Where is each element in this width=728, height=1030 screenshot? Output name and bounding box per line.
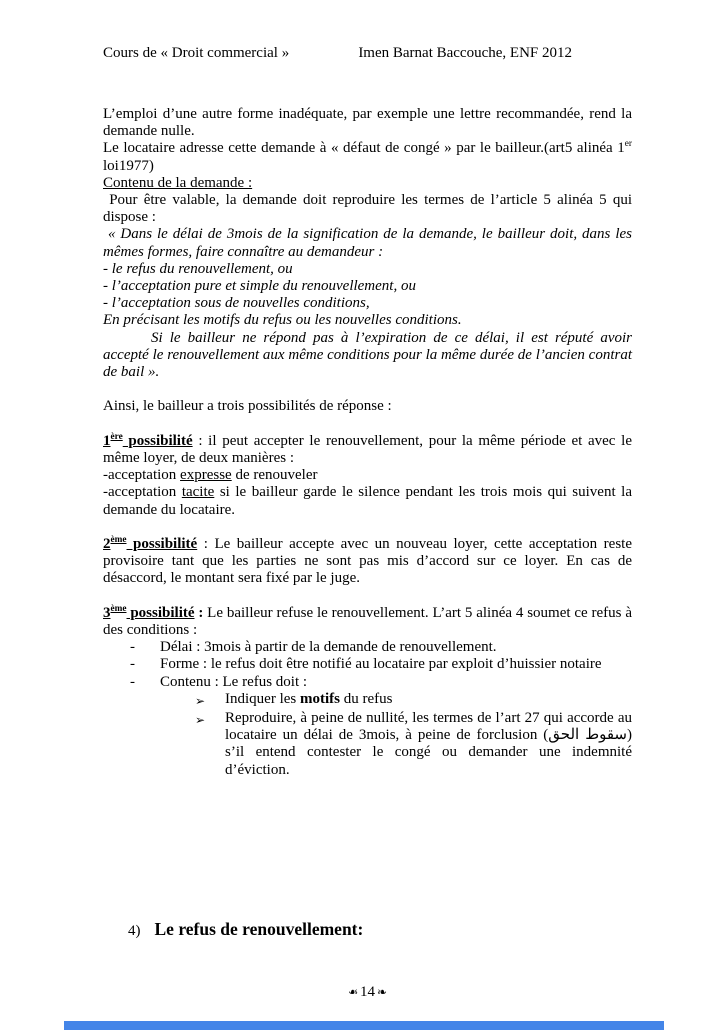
text-run: 3 xyxy=(103,604,111,621)
section-heading xyxy=(103,919,632,940)
text-run: 2 xyxy=(103,536,111,553)
text-run: expresse xyxy=(180,467,232,484)
paragraph xyxy=(103,519,632,536)
paragraph xyxy=(103,431,636,467)
paragraph xyxy=(103,106,636,140)
text-run: L’emploi d’une autre forme inadéquate, par exemple une lettre recommandée, rend la demande nulle. xyxy=(103,106,636,140)
dash-bullet: - xyxy=(130,673,135,690)
text-run: ème xyxy=(110,603,127,614)
text-run: « Dans le délai de 3mois de la signification de la demande, le bailleur doit, dans les mêmes formes, faire connaître au demandeur : xyxy=(103,226,636,260)
text-run: Reproduire, à peine de nullité, les termes de l’art 27 qui accorde au locataire un délai de 3mois, à peine de forclusion (سقوط الحق) s’il entend contester le congé ou demander une indemnité d’éviction. xyxy=(225,710,636,778)
page-header xyxy=(103,45,632,62)
dash-bullet: - xyxy=(130,656,135,673)
paragraph xyxy=(103,535,636,588)
text-run: si le bailleur garde le silence pendant les trois mois qui suivent la demande du locataire. xyxy=(103,484,636,518)
text-run: tacite xyxy=(181,484,215,501)
text-run: -acceptation xyxy=(103,467,181,484)
paragraph xyxy=(103,175,632,192)
paragraph xyxy=(103,398,632,415)
arrow-bullet-icon: ➢ xyxy=(195,713,206,728)
text-run: de renouveler xyxy=(231,467,318,484)
paragraph xyxy=(103,278,632,295)
list-item xyxy=(103,639,632,656)
text-run: Le locataire adresse cette demande à « défaut de congé » par le bailleur.(art5 alinéa 1 xyxy=(103,140,625,157)
list-item-text xyxy=(225,710,636,779)
section-number: 4) xyxy=(128,922,141,939)
list-item-text xyxy=(160,656,632,673)
document-body xyxy=(103,106,636,779)
list-item-text xyxy=(160,674,632,691)
text-run: possibilité xyxy=(122,432,193,449)
paragraph xyxy=(103,295,632,312)
text-run: ère xyxy=(110,431,123,442)
paragraph xyxy=(103,329,636,382)
footer-ornament-left-icon: ❧ xyxy=(347,984,358,999)
text-run: : xyxy=(194,604,204,621)
paragraph xyxy=(103,226,636,260)
text-run: motifs xyxy=(299,690,340,707)
paragraph xyxy=(103,484,636,518)
paragraph xyxy=(103,416,632,433)
text-run: Si le bailleur ne répond pas à l’expiration de ce délai, il est réputé avoir accepté le renouvellement aux même conditions pour la même durée de l’ancien contrat de bail ». xyxy=(103,329,636,381)
list-item xyxy=(103,674,632,691)
text-run: 1 xyxy=(103,432,111,449)
paragraph xyxy=(103,192,636,226)
list-item-text xyxy=(160,639,632,656)
text-run: - l’acceptation sous de nouvelles conditions, xyxy=(103,295,370,312)
text-run: - le refus du renouvellement, ou xyxy=(103,260,293,277)
text-run: En précisant les motifs du refus ou les nouvelles conditions. xyxy=(103,312,462,329)
text-run: ème xyxy=(110,535,127,546)
text-run: du refus xyxy=(339,690,393,707)
text-run: Pour être valable, la demande doit reproduire les termes de l’article 5 alinéa 5 qui dispose : xyxy=(103,192,636,226)
text-run: Délai : 3mois à partir de la demande de renouvellement. xyxy=(160,639,497,656)
page-footer xyxy=(103,984,632,1001)
text-run: Ainsi, le bailleur a trois possibilités de réponse : xyxy=(103,398,392,415)
text-run: possibilité xyxy=(126,604,195,621)
paragraph xyxy=(103,261,632,278)
section-title: Le refus de renouvellement: xyxy=(154,918,364,939)
footer-ornament-right-icon: ❧ xyxy=(377,984,388,999)
text-run: - l’acceptation pure et simple du renouvellement, ou xyxy=(103,278,416,295)
paragraph xyxy=(103,467,632,484)
text-run: Le bailleur refuse le renouvellement. L’art 5 alinéa 4 soumet ce refus à des conditions : xyxy=(103,604,636,639)
bottom-blue-bar xyxy=(64,1021,664,1030)
paragraph xyxy=(103,139,636,174)
arrow-bullet-icon: ➢ xyxy=(195,693,206,708)
text-run: : il peut accepter le renouvellement, pour la même période et avec le même loyer, de deux manières : xyxy=(103,432,636,467)
page-number: 14 xyxy=(360,983,375,1000)
header-author: Imen Barnat Baccouche, ENF 2012 xyxy=(358,45,572,61)
text-run: possibilité xyxy=(126,536,198,553)
text-run: loi1977) xyxy=(103,140,636,174)
header-course-title: Cours de « Droit commercial » xyxy=(103,45,290,61)
text-run: -acceptation xyxy=(103,484,182,501)
list-item-text xyxy=(225,691,632,710)
paragraph xyxy=(103,588,632,605)
list-item xyxy=(103,656,632,673)
text-run: : Le bailleur accepte avec un nouveau loyer, cette acceptation reste provisoire tant que les parties ne sont pas mis d’accord sur ce loyer. En cas de désaccord, le montant sera fixé par le juge. xyxy=(103,536,636,587)
paragraph xyxy=(103,381,632,398)
list-item xyxy=(103,710,636,779)
text-run: Contenu de la demande : xyxy=(103,174,253,191)
text-run: er xyxy=(624,139,632,150)
paragraph xyxy=(103,603,636,639)
paragraph xyxy=(103,312,632,329)
list-item xyxy=(103,691,632,710)
text-run: Contenu : Le refus doit : xyxy=(160,673,308,690)
text-run: Forme : le refus doit être notifié au locataire par exploit d’huissier notaire xyxy=(160,656,602,673)
text-run: Indiquer les xyxy=(225,690,300,707)
dash-bullet: - xyxy=(130,639,135,656)
